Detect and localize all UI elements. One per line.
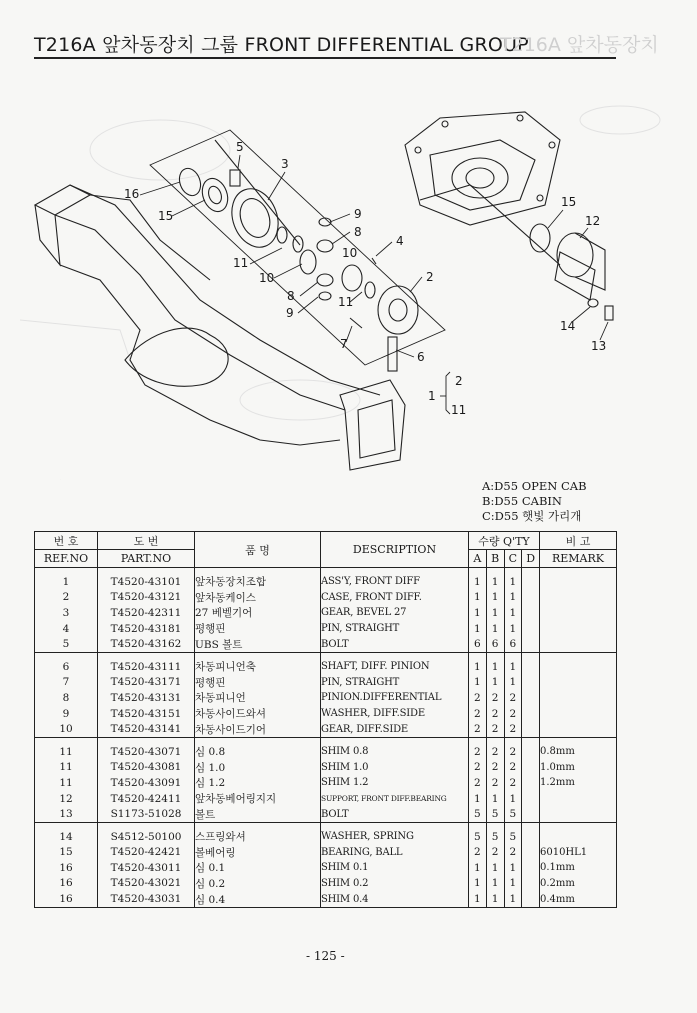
- callout: 9: [286, 306, 294, 320]
- callout: 13: [591, 339, 607, 353]
- description-cell: SUPPORT, FRONT DIFF.BEARING: [321, 791, 469, 807]
- callout: 15: [158, 209, 174, 223]
- korean-name-cell: 차동사이드기어: [195, 721, 321, 737]
- description-cell: PIN, STRAIGHT: [321, 621, 469, 637]
- qty-c-cell: 2: [504, 706, 522, 722]
- korean-name-cell: 차동피니언축: [195, 652, 321, 674]
- ref-no-cell: 14: [35, 822, 98, 844]
- korean-name-cell: 차동사이드와셔: [195, 706, 321, 722]
- qty-d-cell: [522, 822, 540, 844]
- korean-name-cell: 스프링와셔: [195, 822, 321, 844]
- qty-b-cell: 1: [486, 621, 504, 637]
- callout: 10: [342, 246, 358, 260]
- header-qty: 수량 Q'TY: [469, 532, 540, 550]
- part-no-cell: T4520-43011: [98, 860, 195, 876]
- qty-c-cell: 1: [504, 652, 522, 674]
- qty-c-cell: 5: [504, 806, 522, 822]
- carrier-case: [405, 112, 560, 225]
- header-qty-c: C: [504, 550, 522, 568]
- callout: 12: [585, 214, 601, 228]
- qty-c-cell: 2: [504, 845, 522, 861]
- korean-name-cell: 앞차동베어링지지: [195, 791, 321, 807]
- table-row: [35, 860, 617, 876]
- table-row: [35, 690, 617, 706]
- remark-cell: [540, 706, 617, 722]
- callout-labels: [124, 140, 606, 417]
- header-qty-d: D: [522, 550, 540, 568]
- qty-b-cell: 2: [486, 721, 504, 737]
- part-no-cell: T4520-43071: [98, 737, 195, 759]
- qty-d-cell: [522, 706, 540, 722]
- callout: 11: [233, 256, 249, 270]
- qty-a-cell: 1: [469, 876, 487, 892]
- korean-name-cell: 앞차동케이스: [195, 590, 321, 606]
- qty-a-cell: 1: [469, 652, 487, 674]
- qty-d-cell: [522, 791, 540, 807]
- ref-no-cell: 5: [35, 636, 98, 652]
- description-cell: SHIM 1.0: [321, 760, 469, 776]
- callout: 7: [340, 337, 348, 351]
- qty-c-cell: 2: [504, 690, 522, 706]
- qty-a-cell: 1: [469, 621, 487, 637]
- description-cell: SHIM 0.4: [321, 891, 469, 907]
- remark-cell: [540, 652, 617, 674]
- part-no-cell: T4520-43162: [98, 636, 195, 652]
- qty-a-cell: 2: [469, 690, 487, 706]
- korean-name-cell: 평행핀: [195, 675, 321, 691]
- korean-name-cell: 볼트: [195, 806, 321, 822]
- remark-cell: 0.1mm: [540, 860, 617, 876]
- part-no-cell: S4512-50100: [98, 822, 195, 844]
- qty-b-cell: 1: [486, 675, 504, 691]
- ref-no-cell: 7: [35, 675, 98, 691]
- korean-name-cell: 심 0.8: [195, 737, 321, 759]
- description-cell: ASS'Y, FRONT DIFF: [321, 568, 469, 590]
- korean-name-cell: UBS 볼트: [195, 636, 321, 652]
- qty-c-cell: 2: [504, 775, 522, 791]
- remark-cell: [540, 675, 617, 691]
- qty-b-cell: 1: [486, 860, 504, 876]
- table-row: [35, 876, 617, 892]
- exploded-parts-diagram: [0, 90, 697, 480]
- qty-a-cell: 1: [469, 791, 487, 807]
- ref-no-cell: 2: [35, 590, 98, 606]
- remark-cell: [540, 791, 617, 807]
- header-part-en: PART.NO: [98, 550, 195, 568]
- table-row: [35, 791, 617, 807]
- qty-d-cell: [522, 737, 540, 759]
- qty-c-cell: 2: [504, 721, 522, 737]
- table-row: [35, 621, 617, 637]
- table-row: [35, 775, 617, 791]
- qty-d-cell: [522, 760, 540, 776]
- qty-b-cell: 2: [486, 760, 504, 776]
- qty-d-cell: [522, 721, 540, 737]
- description-cell: WASHER, SPRING: [321, 822, 469, 844]
- cabin-legend-item: C:D55 햇빛 가리개: [482, 509, 582, 523]
- remark-cell: 1.0mm: [540, 760, 617, 776]
- korean-name-cell: 차동피니언: [195, 690, 321, 706]
- qty-c-cell: 2: [504, 737, 522, 759]
- qty-d-cell: [522, 690, 540, 706]
- table-row: [35, 822, 617, 844]
- remark-cell: 0.4mm: [540, 891, 617, 907]
- qty-b-cell: 5: [486, 806, 504, 822]
- qty-d-cell: [522, 876, 540, 892]
- qty-c-cell: 1: [504, 590, 522, 606]
- ref-no-cell: 12: [35, 791, 98, 807]
- remark-cell: 1.2mm: [540, 775, 617, 791]
- remark-cell: [540, 806, 617, 822]
- ref-no-cell: 11: [35, 760, 98, 776]
- callout: 5: [236, 140, 244, 154]
- callout: 8: [354, 225, 362, 239]
- qty-d-cell: [522, 590, 540, 606]
- qty-c-cell: 1: [504, 876, 522, 892]
- qty-a-cell: 6: [469, 636, 487, 652]
- callout: 10: [259, 271, 275, 285]
- description-cell: GEAR, BEVEL 27: [321, 605, 469, 621]
- parts-table-body: [35, 568, 617, 908]
- qty-a-cell: 1: [469, 891, 487, 907]
- korean-name-cell: 심 1.0: [195, 760, 321, 776]
- callout: 6: [417, 350, 425, 364]
- table-row: [35, 737, 617, 759]
- qty-b-cell: 5: [486, 822, 504, 844]
- qty-b-cell: 1: [486, 791, 504, 807]
- description-cell: SHAFT, DIFF. PINION: [321, 652, 469, 674]
- qty-a-cell: 2: [469, 721, 487, 737]
- qty-c-cell: 1: [504, 860, 522, 876]
- qty-b-cell: 1: [486, 568, 504, 590]
- callout: 15: [561, 195, 577, 209]
- callout: 11: [338, 295, 354, 309]
- remark-cell: [540, 590, 617, 606]
- callout: 16: [124, 187, 140, 201]
- remark-cell: [540, 568, 617, 590]
- table-row: [35, 891, 617, 907]
- korean-name-cell: 심 0.1: [195, 860, 321, 876]
- qty-b-cell: 1: [486, 590, 504, 606]
- qty-d-cell: [522, 775, 540, 791]
- remark-cell: 0.8mm: [540, 737, 617, 759]
- qty-b-cell: 1: [486, 652, 504, 674]
- qty-b-cell: 1: [486, 605, 504, 621]
- bleed-through-drawing: [20, 106, 660, 480]
- ref-no-cell: 4: [35, 621, 98, 637]
- ref-no-cell: 11: [35, 775, 98, 791]
- qty-c-cell: 5: [504, 822, 522, 844]
- description-cell: SHIM 0.8: [321, 737, 469, 759]
- part-no-cell: T4520-43111: [98, 652, 195, 674]
- cabin-legend-item: B:D55 CABIN: [482, 494, 562, 508]
- remark-cell: [540, 690, 617, 706]
- part-no-cell: T4520-42411: [98, 791, 195, 807]
- korean-name-cell: 심 1.2: [195, 775, 321, 791]
- qty-a-cell: 1: [469, 675, 487, 691]
- korean-name-cell: 평행핀: [195, 621, 321, 637]
- qty-a-cell: 5: [469, 806, 487, 822]
- ref-no-cell: 16: [35, 891, 98, 907]
- korean-name-cell: 심 0.4: [195, 891, 321, 907]
- qty-c-cell: 1: [504, 621, 522, 637]
- header-remark-ko: 비 고: [540, 532, 617, 550]
- remark-cell: [540, 822, 617, 844]
- ref-no-cell: 6: [35, 652, 98, 674]
- ref-no-cell: 16: [35, 876, 98, 892]
- header-ref-en: REF.NO: [35, 550, 98, 568]
- description-cell: CASE, FRONT DIFF.: [321, 590, 469, 606]
- qty-c-cell: 1: [504, 568, 522, 590]
- part-no-cell: T4520-43081: [98, 760, 195, 776]
- description-cell: SHIM 1.2: [321, 775, 469, 791]
- korean-name-cell: 심 0.2: [195, 876, 321, 892]
- ref-no-cell: 8: [35, 690, 98, 706]
- qty-a-cell: 5: [469, 822, 487, 844]
- callout: 2: [426, 270, 434, 284]
- table-row: [35, 760, 617, 776]
- ref-no-cell: 13: [35, 806, 98, 822]
- part-no-cell: T4520-43091: [98, 775, 195, 791]
- qty-b-cell: 6: [486, 636, 504, 652]
- part-no-cell: T4520-42311: [98, 605, 195, 621]
- korean-name-cell: 앞차동장치조합: [195, 568, 321, 590]
- qty-b-cell: 1: [486, 876, 504, 892]
- header-qty-b: B: [486, 550, 504, 568]
- header-name-ko: 품 명: [195, 532, 321, 568]
- callout: 8: [287, 289, 295, 303]
- table-row: [35, 590, 617, 606]
- title-underline: [34, 57, 616, 59]
- qty-a-cell: 2: [469, 706, 487, 722]
- qty-d-cell: [522, 891, 540, 907]
- table-row: [35, 652, 617, 674]
- qty-d-cell: [522, 845, 540, 861]
- part-no-cell: T4520-43031: [98, 891, 195, 907]
- bracket-bottom: 11: [451, 403, 467, 417]
- part-no-cell: T4520-43131: [98, 690, 195, 706]
- ref-no-cell: 1: [35, 568, 98, 590]
- qty-b-cell: 2: [486, 690, 504, 706]
- qty-b-cell: 2: [486, 706, 504, 722]
- remark-cell: 6010HL1: [540, 845, 617, 861]
- remark-cell: [540, 721, 617, 737]
- header-description: DESCRIPTION: [321, 532, 469, 568]
- header-remark-en: REMARK: [540, 550, 617, 568]
- qty-a-cell: 2: [469, 760, 487, 776]
- description-cell: SHIM 0.2: [321, 876, 469, 892]
- description-cell: SHIM 0.1: [321, 860, 469, 876]
- remark-cell: [540, 636, 617, 652]
- qty-c-cell: 1: [504, 791, 522, 807]
- callout: 14: [560, 319, 576, 333]
- parts-table: [34, 531, 617, 908]
- ref-no-cell: 3: [35, 605, 98, 621]
- description-cell: PINION.DIFFERENTIAL: [321, 690, 469, 706]
- qty-b-cell: 2: [486, 845, 504, 861]
- qty-d-cell: [522, 636, 540, 652]
- callout: 4: [396, 234, 404, 248]
- korean-name-cell: 27 베벨기어: [195, 605, 321, 621]
- ref-no-cell: 10: [35, 721, 98, 737]
- ref-no-cell: 9: [35, 706, 98, 722]
- part-no-cell: T4520-43181: [98, 621, 195, 637]
- bracket-top: 2: [455, 374, 463, 388]
- header-part-ko: 도 번: [98, 532, 195, 550]
- qty-a-cell: 2: [469, 845, 487, 861]
- part-no-cell: S1173-51028: [98, 806, 195, 822]
- qty-b-cell: 1: [486, 891, 504, 907]
- table-row: [35, 721, 617, 737]
- qty-d-cell: [522, 605, 540, 621]
- qty-d-cell: [522, 621, 540, 637]
- cabin-legend: [482, 479, 587, 524]
- remark-cell: [540, 621, 617, 637]
- table-row: [35, 636, 617, 652]
- qty-a-cell: 2: [469, 737, 487, 759]
- qty-d-cell: [522, 860, 540, 876]
- bracket-lead: 1: [428, 389, 436, 403]
- header-qty-a: A: [469, 550, 487, 568]
- part-no-cell: T4520-43101: [98, 568, 195, 590]
- description-cell: BOLT: [321, 636, 469, 652]
- qty-a-cell: 2: [469, 775, 487, 791]
- ref-no-cell: 15: [35, 845, 98, 861]
- qty-c-cell: 2: [504, 760, 522, 776]
- part-no-cell: T4520-43121: [98, 590, 195, 606]
- cabin-legend-item: A:D55 OPEN CAB: [482, 479, 587, 493]
- table-row: [35, 845, 617, 861]
- qty-c-cell: 6: [504, 636, 522, 652]
- qty-a-cell: 1: [469, 590, 487, 606]
- qty-c-cell: 1: [504, 605, 522, 621]
- part-no-cell: T4520-43171: [98, 675, 195, 691]
- remark-cell: [540, 605, 617, 621]
- table-row: [35, 806, 617, 822]
- table-row: [35, 568, 617, 590]
- korean-name-cell: 볼베어링: [195, 845, 321, 861]
- ref-no-cell: 11: [35, 737, 98, 759]
- qty-d-cell: [522, 806, 540, 822]
- qty-d-cell: [522, 675, 540, 691]
- ref-no-cell: 16: [35, 860, 98, 876]
- remark-cell: 0.2mm: [540, 876, 617, 892]
- description-cell: PIN, STRAIGHT: [321, 675, 469, 691]
- qty-b-cell: 2: [486, 775, 504, 791]
- qty-a-cell: 1: [469, 605, 487, 621]
- header-ref-ko: 번 호: [35, 532, 98, 550]
- page-title: T216A 앞차동장치 그룹 FRONT DIFFERENTIAL GROUP: [34, 34, 529, 56]
- table-row: [35, 675, 617, 691]
- description-cell: GEAR, DIFF.SIDE: [321, 721, 469, 737]
- part-no-cell: T4520-42421: [98, 845, 195, 861]
- description-cell: WASHER, DIFF.SIDE: [321, 706, 469, 722]
- description-cell: BOLT: [321, 806, 469, 822]
- qty-c-cell: 1: [504, 891, 522, 907]
- bleed-through-title: T216A 앞차동장치: [500, 34, 659, 56]
- table-row: [35, 706, 617, 722]
- callout: 3: [281, 157, 289, 171]
- page-number: - 125 -: [306, 949, 345, 963]
- qty-c-cell: 1: [504, 675, 522, 691]
- qty-d-cell: [522, 652, 540, 674]
- table-row: [35, 605, 617, 621]
- qty-a-cell: 1: [469, 860, 487, 876]
- part-no-cell: T4520-43021: [98, 876, 195, 892]
- qty-b-cell: 2: [486, 737, 504, 759]
- qty-a-cell: 1: [469, 568, 487, 590]
- qty-d-cell: [522, 568, 540, 590]
- callout: 9: [354, 207, 362, 221]
- part-no-cell: T4520-43151: [98, 706, 195, 722]
- part-no-cell: T4520-43141: [98, 721, 195, 737]
- description-cell: BEARING, BALL: [321, 845, 469, 861]
